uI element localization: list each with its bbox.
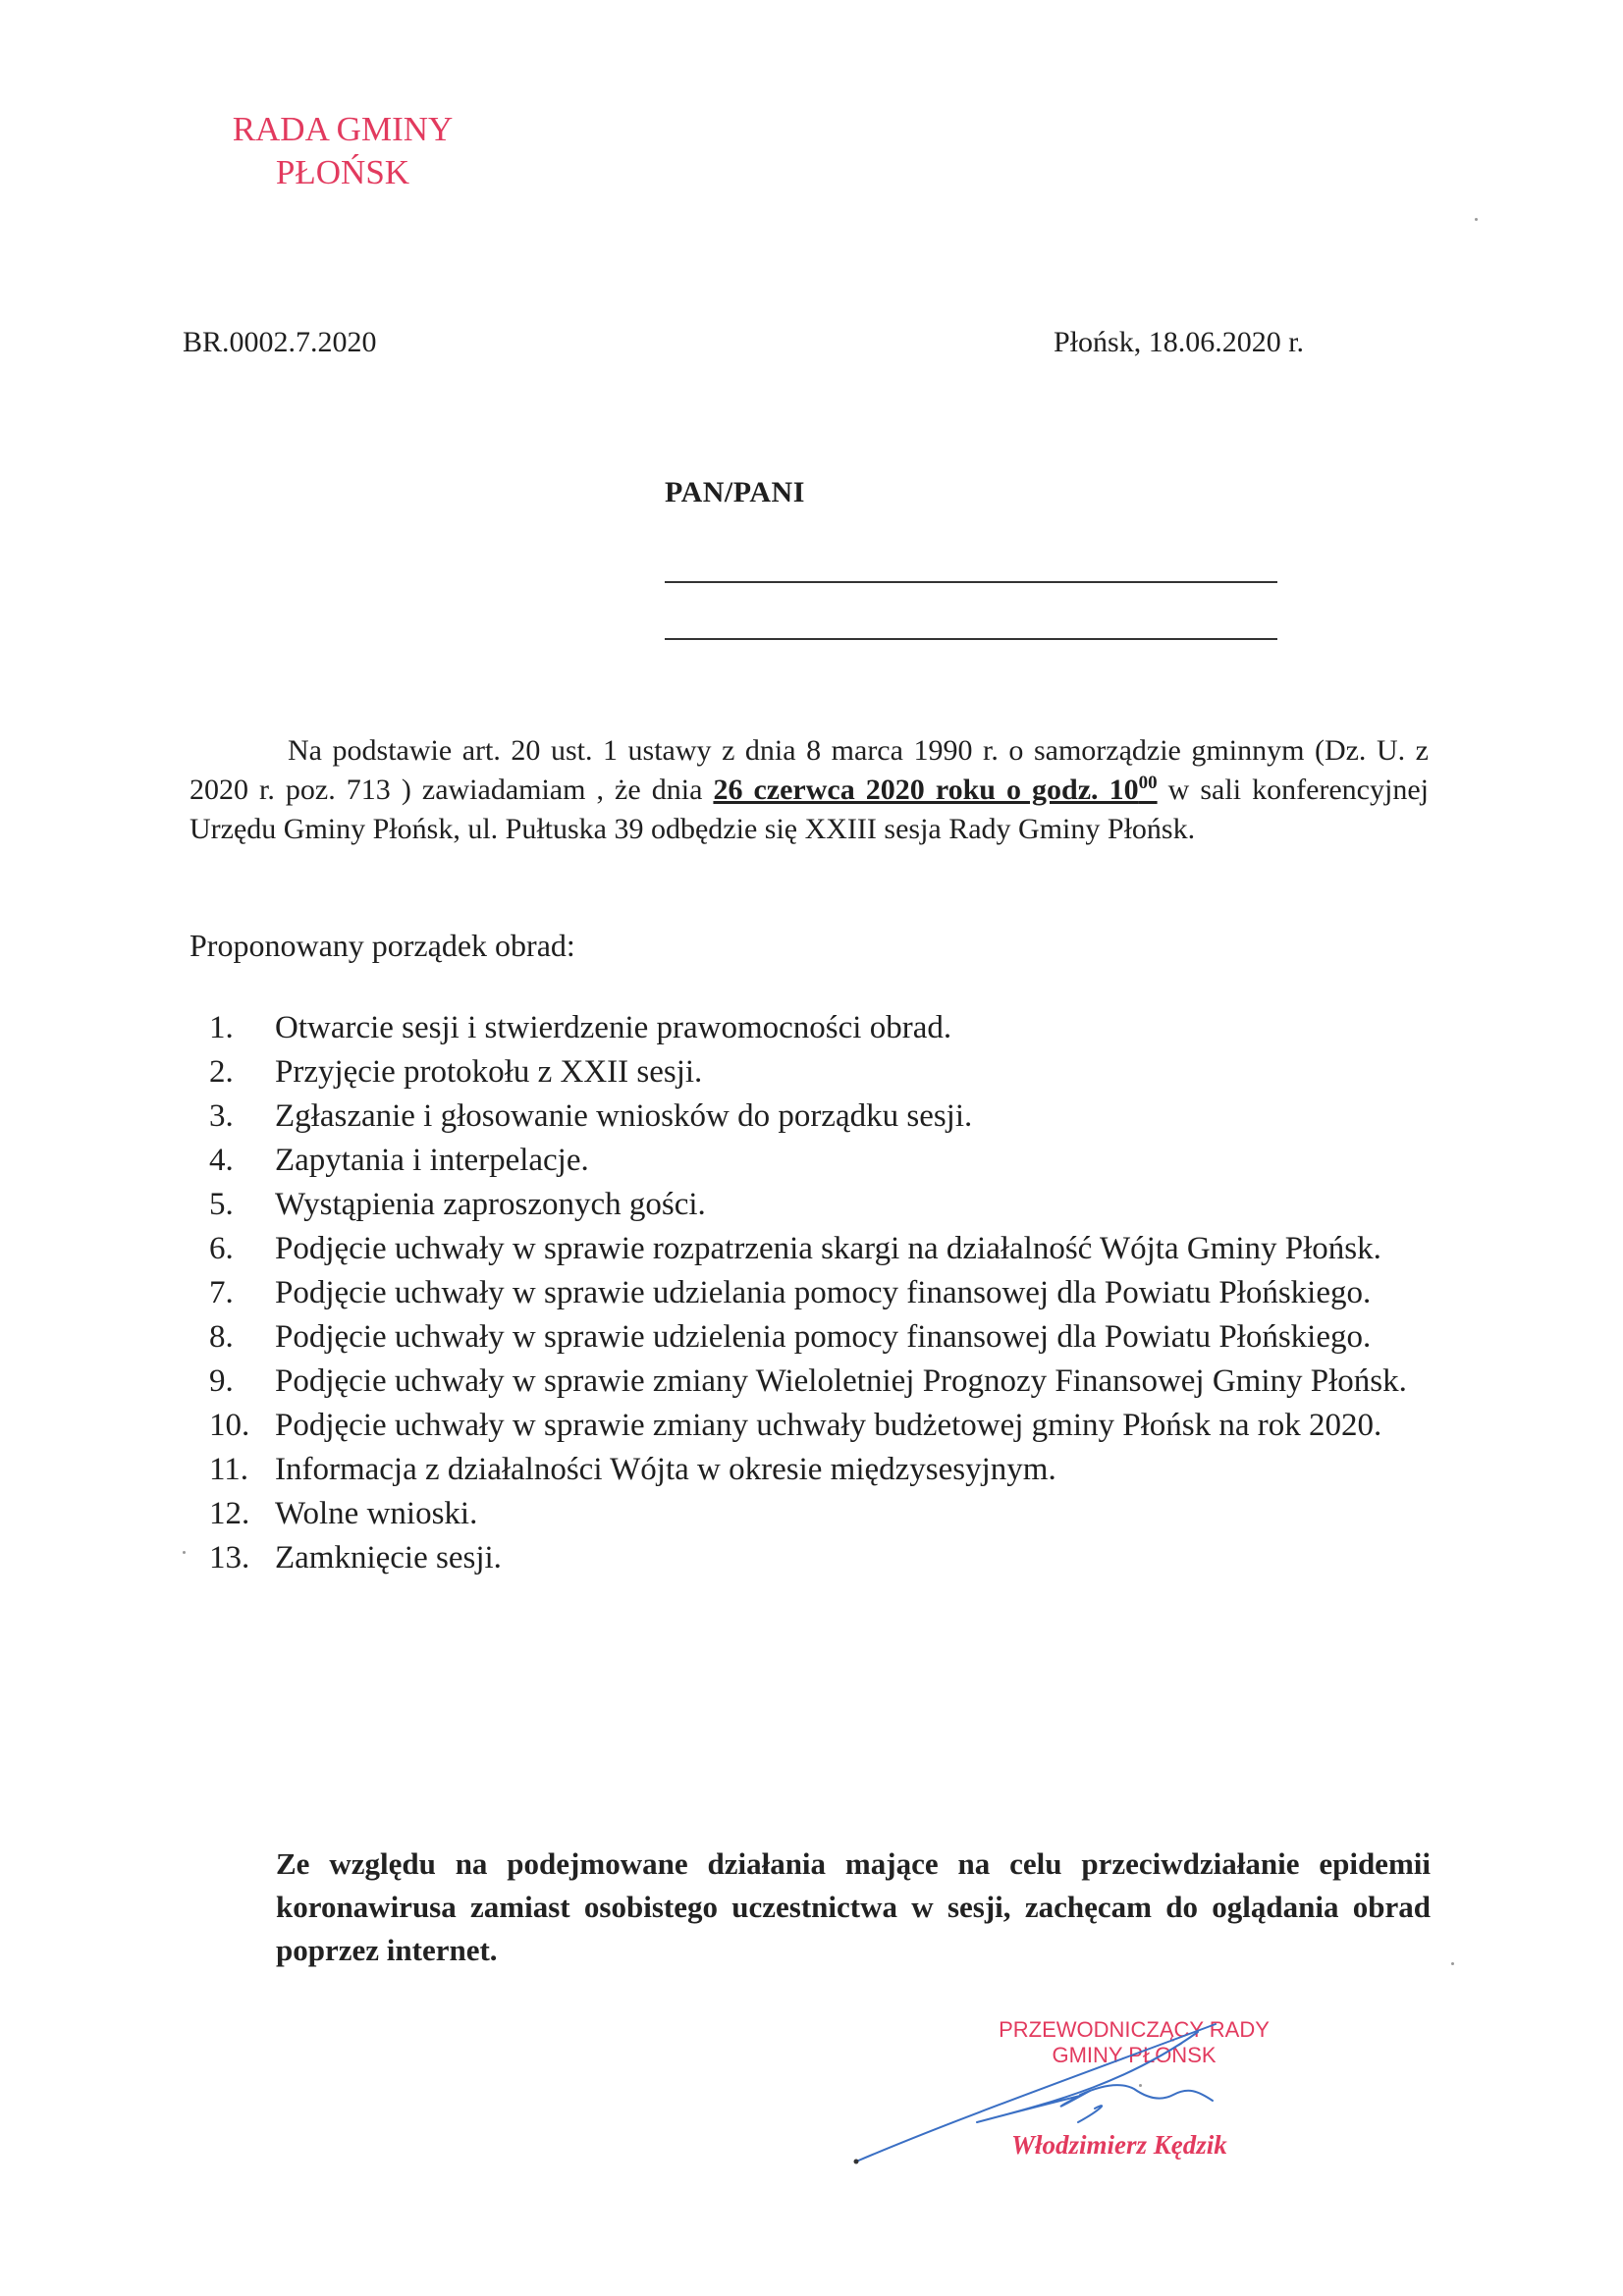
agenda-item-text: Podjęcie uchwały w sprawie udzielenia pomocy finansowej dla Powiatu Płońskiego. bbox=[275, 1319, 1372, 1355]
agenda-item bbox=[209, 1095, 1432, 1139]
stamp-line-1: RADA GMINY bbox=[232, 110, 454, 148]
agenda-item-number: 13. bbox=[209, 1540, 250, 1575]
addressee-label: PAN/PANI bbox=[665, 476, 805, 508]
agenda-item-text: Wolne wnioski. bbox=[275, 1496, 478, 1531]
agenda-item-number: 12. bbox=[209, 1496, 250, 1531]
agenda-item-number: 8. bbox=[209, 1319, 234, 1355]
scan-speck bbox=[1475, 218, 1478, 221]
agenda-item-number: 3. bbox=[209, 1098, 234, 1134]
agenda-item-text: Otwarcie sesji i stwierdzenie prawomocności obrad. bbox=[275, 1010, 952, 1045]
signature-dot bbox=[854, 2160, 859, 2164]
agenda-item-number: 10. bbox=[209, 1408, 250, 1443]
scan-speck bbox=[1139, 2084, 1142, 2087]
agenda-item-text: Zgłaszanie i głosowanie wniosków do porządku sesji. bbox=[275, 1098, 973, 1134]
agenda-item-number: 11. bbox=[209, 1452, 249, 1487]
reference-number: BR.0002.7.2020 bbox=[183, 326, 377, 358]
agenda-list bbox=[209, 1006, 1432, 1580]
agenda-item bbox=[209, 1360, 1432, 1404]
agenda-item-number: 2. bbox=[209, 1054, 234, 1090]
agenda-item bbox=[209, 1227, 1432, 1271]
agenda-item-text: Zamknięcie sesji. bbox=[275, 1540, 502, 1575]
agenda-item-number: 7. bbox=[209, 1275, 234, 1310]
agenda-item bbox=[209, 1139, 1432, 1183]
agenda-item-text: Informacja z działalności Wójta w okresie międzysesyjnym. bbox=[275, 1452, 1056, 1487]
signer-name: Włodzimierz Kędzik bbox=[1011, 2130, 1227, 2160]
agenda-item bbox=[209, 1492, 1432, 1536]
agenda-item-text: Wystąpienia zaproszonych gości. bbox=[275, 1187, 706, 1222]
agenda-item-number: 1. bbox=[209, 1010, 234, 1045]
agenda-item-text: Podjęcie uchwały w sprawie zmiany uchwały budżetowej gminy Płońsk na rok 2020. bbox=[275, 1408, 1382, 1443]
agenda-item-number: 6. bbox=[209, 1231, 234, 1266]
session-time-minutes: 00 bbox=[1138, 773, 1158, 793]
agenda-item bbox=[209, 1536, 1432, 1580]
addressee-blank-line-2 bbox=[665, 638, 1277, 640]
council-header-stamp bbox=[210, 108, 475, 194]
covid-notice: Ze względu na podejmowane działania mające na celu przeciwdziałanie epidemii koronawirusa zamiast osobistego uczestnictwa w sesji, zachęcam do oglądania obrad poprzez internet. bbox=[276, 1846, 1431, 1967]
chairman-stamp-line-1: PRZEWODNICZĄCY RADY bbox=[999, 2017, 1270, 2042]
agenda-item-number: 4. bbox=[209, 1143, 234, 1178]
agenda-item bbox=[209, 1271, 1432, 1315]
intro-text-2: w sali konferencyjnej Urzędu Gminy Płońsk, ul. Pułtuska 39 odbędzie się XXIII sesja Rady Gminy Płońsk. bbox=[189, 774, 1429, 845]
agenda-item bbox=[209, 1050, 1432, 1095]
stamp-line-2: PŁOŃSK bbox=[275, 153, 410, 191]
agenda-item bbox=[209, 1315, 1432, 1360]
session-date-text: 26 czerwca 2020 roku o godz. 10 bbox=[713, 774, 1139, 806]
session-date-time bbox=[713, 774, 1157, 806]
addressee-blank-line-1 bbox=[665, 581, 1277, 583]
chairman-stamp-line-2: GMINY PŁOŃSK bbox=[1052, 2043, 1217, 2067]
agenda-item bbox=[209, 1006, 1432, 1050]
signature-stroke-hook bbox=[1078, 2106, 1102, 2122]
place-and-date: Płońsk, 18.06.2020 r. bbox=[1054, 326, 1305, 358]
scan-speck bbox=[183, 1551, 186, 1554]
chairman-stamp bbox=[947, 2017, 1321, 2068]
agenda-title: Proponowany porządek obrad: bbox=[189, 928, 575, 963]
agenda-item bbox=[209, 1404, 1432, 1448]
agenda-item-text: Zapytania i interpelacje. bbox=[275, 1143, 589, 1178]
agenda-item-text: Podjęcie uchwały w sprawie zmiany Wieloletniej Prognozy Finansowej Gminy Płońsk. bbox=[275, 1363, 1407, 1399]
agenda-item-text: Podjęcie uchwały w sprawie rozpatrzenia skargi na działalność Wójta Gminy Płońsk. bbox=[275, 1231, 1381, 1266]
signature-stroke-tail bbox=[1080, 2085, 1213, 2101]
agenda-item-number: 5. bbox=[209, 1187, 234, 1222]
intro-paragraph bbox=[189, 731, 1429, 849]
intro-text-1: Na podstawie art. 20 ust. 1 ustawy z dnia 8 marca 1990 r. o samorządzie gminnym (Dz. U. z 2020 r. poz. 713 ) zawiadamiam , że dnia bbox=[189, 734, 1429, 806]
agenda-item-text: Przyjęcie protokołu z XXII sesji. bbox=[275, 1054, 703, 1090]
scan-speck bbox=[1451, 1962, 1454, 1965]
agenda-item bbox=[209, 1448, 1432, 1492]
agenda-item bbox=[209, 1183, 1432, 1227]
agenda-item-number: 9. bbox=[209, 1363, 234, 1399]
agenda-item-text: Podjęcie uchwały w sprawie udzielania pomocy finansowej dla Powiatu Płońskiego. bbox=[275, 1275, 1372, 1310]
